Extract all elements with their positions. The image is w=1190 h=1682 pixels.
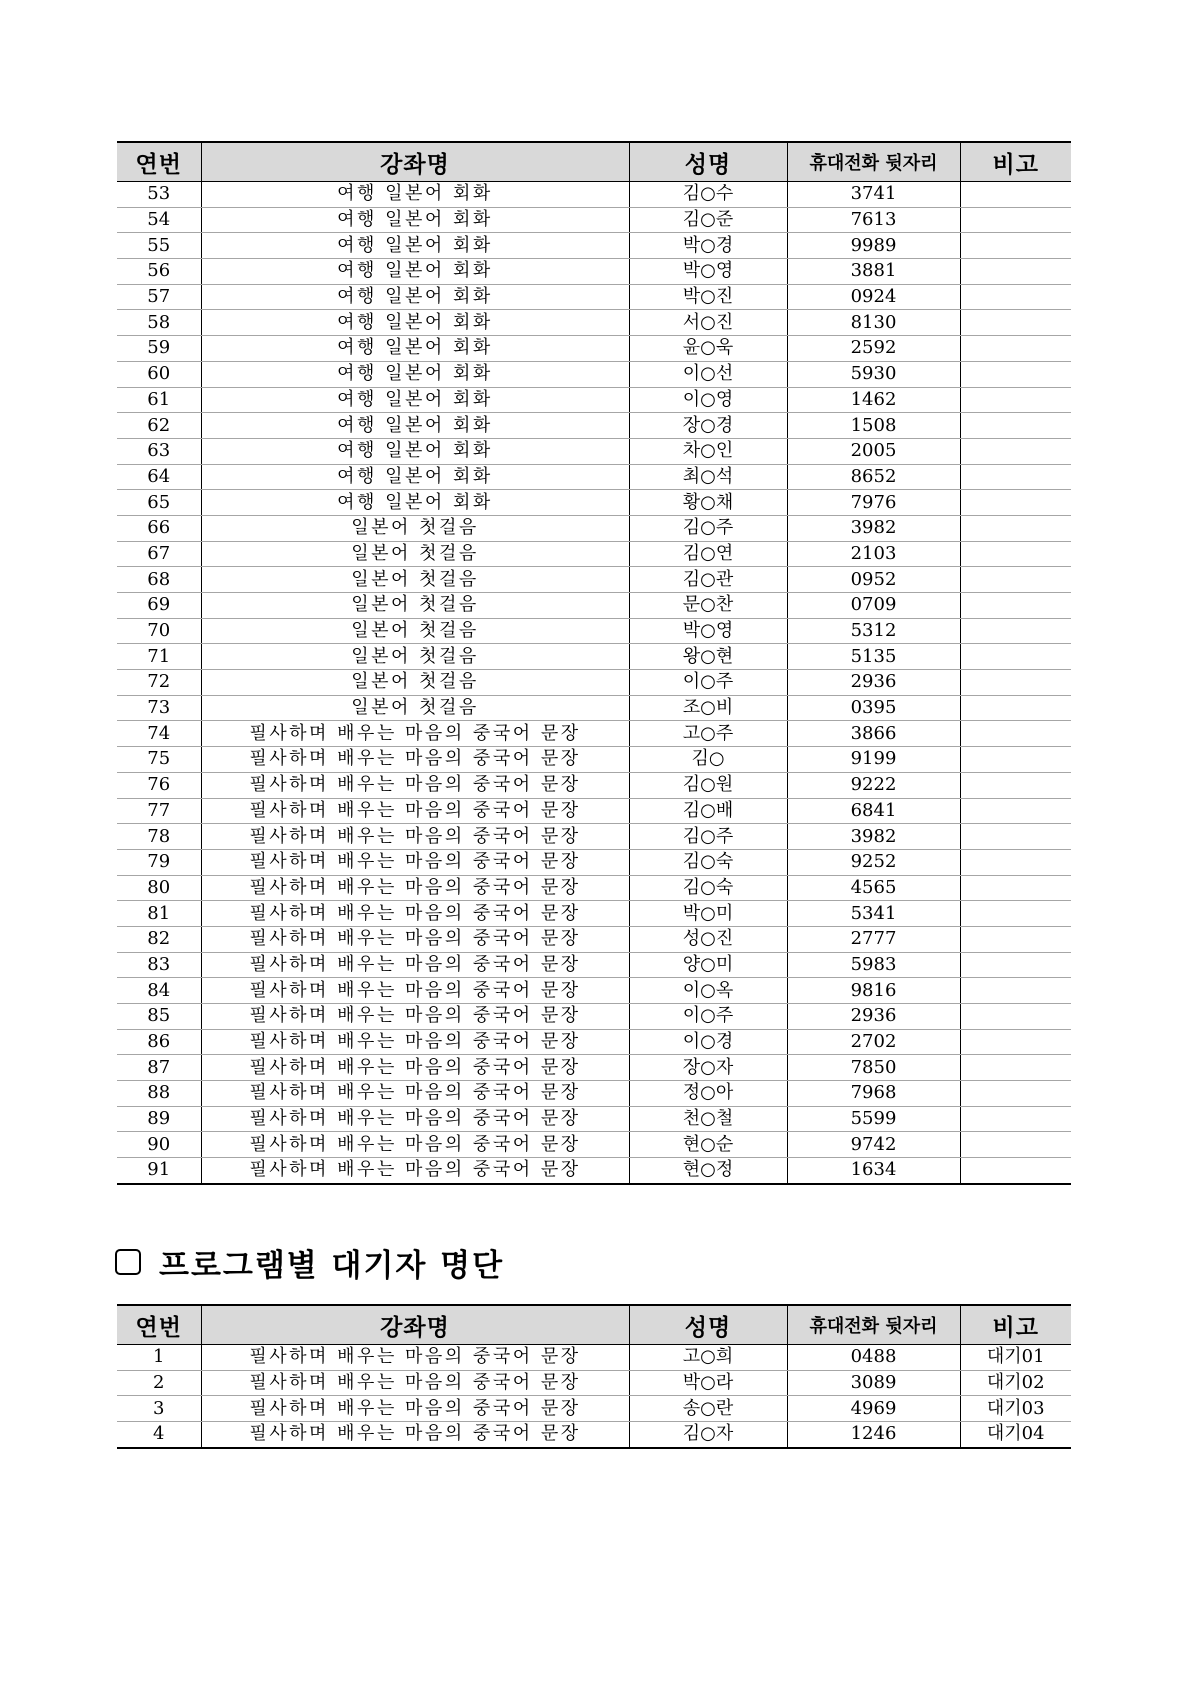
cell-name: 이○경 [629, 1029, 787, 1055]
cell-note [960, 926, 1071, 952]
cell-note [960, 721, 1071, 747]
cell-number: 60 [117, 361, 201, 387]
cell-course: 필사하며 배우는 마음의 중국어 문장 [201, 875, 629, 901]
header-number: 연번 [117, 142, 201, 182]
table-row [117, 849, 1071, 875]
cell-course: 필사하며 배우는 마음의 중국어 문장 [201, 721, 629, 747]
cell-course: 일본어 첫걸음 [201, 515, 629, 541]
table-row [117, 541, 1071, 567]
cell-number: 58 [117, 310, 201, 336]
cell-note [960, 849, 1071, 875]
table-row [117, 182, 1071, 208]
header-course: 강좌명 [201, 142, 629, 182]
cell-name: 현○순 [629, 1132, 787, 1158]
cell-note [960, 464, 1071, 490]
cell-number: 3 [117, 1396, 201, 1422]
cell-course: 여행 일본어 회화 [201, 233, 629, 259]
cell-phone: 3089 [787, 1370, 960, 1396]
table-row [117, 1106, 1071, 1132]
cell-name: 장○경 [629, 413, 787, 439]
table-row [117, 798, 1071, 824]
table-row [117, 413, 1071, 439]
table-row [117, 695, 1071, 721]
cell-name: 윤○욱 [629, 336, 787, 362]
cell-phone: 0709 [787, 593, 960, 619]
cell-name: 김○수 [629, 182, 787, 208]
cell-name: 이○옥 [629, 978, 787, 1004]
cell-note [960, 490, 1071, 516]
table-row [117, 875, 1071, 901]
cell-number: 84 [117, 978, 201, 1004]
cell-course: 필사하며 배우는 마음의 중국어 문장 [201, 901, 629, 927]
cell-phone: 7850 [787, 1055, 960, 1081]
cell-phone: 5135 [787, 644, 960, 670]
cell-phone: 0952 [787, 567, 960, 593]
checkbox-icon [115, 1249, 141, 1275]
cell-course: 필사하며 배우는 마음의 중국어 문장 [201, 772, 629, 798]
cell-course: 여행 일본어 회화 [201, 438, 629, 464]
cell-number: 90 [117, 1132, 201, 1158]
header-note: 비고 [960, 142, 1071, 182]
cell-phone: 0395 [787, 695, 960, 721]
table-row [117, 644, 1071, 670]
cell-number: 76 [117, 772, 201, 798]
cell-number: 1 [117, 1345, 201, 1371]
waitlist-heading [115, 1242, 504, 1282]
cell-note: 대기04 [960, 1422, 1071, 1448]
table-row [117, 438, 1071, 464]
header-number: 연번 [117, 1305, 201, 1345]
table-row [117, 1370, 1071, 1396]
cell-name: 김○숙 [629, 875, 787, 901]
cell-phone: 3866 [787, 721, 960, 747]
cell-phone: 2103 [787, 541, 960, 567]
cell-course: 일본어 첫걸음 [201, 670, 629, 696]
header-note: 비고 [960, 1305, 1071, 1345]
table-row [117, 567, 1071, 593]
table-row [117, 901, 1071, 927]
cell-phone: 9222 [787, 772, 960, 798]
cell-number: 54 [117, 207, 201, 233]
cell-course: 필사하며 배우는 마음의 중국어 문장 [201, 1029, 629, 1055]
cell-phone: 5341 [787, 901, 960, 927]
cell-name: 김○숙 [629, 849, 787, 875]
cell-name: 박○영 [629, 618, 787, 644]
cell-note [960, 952, 1071, 978]
cell-name: 성○진 [629, 926, 787, 952]
cell-number: 65 [117, 490, 201, 516]
cell-number: 53 [117, 182, 201, 208]
cell-phone: 2592 [787, 336, 960, 362]
cell-number: 89 [117, 1106, 201, 1132]
cell-name: 송○란 [629, 1396, 787, 1422]
waitlist-title: 프로그램별 대기자 명단 [159, 1247, 505, 1284]
cell-course: 필사하며 배우는 마음의 중국어 문장 [201, 1158, 629, 1184]
cell-note [960, 182, 1071, 208]
table-row [117, 515, 1071, 541]
cell-note [960, 1132, 1071, 1158]
cell-name: 김○관 [629, 567, 787, 593]
cell-phone: 2702 [787, 1029, 960, 1055]
cell-name: 장○자 [629, 1055, 787, 1081]
cell-course: 필사하며 배우는 마음의 중국어 문장 [201, 824, 629, 850]
cell-note [960, 336, 1071, 362]
cell-note [960, 747, 1071, 773]
cell-phone: 3982 [787, 515, 960, 541]
cell-number: 64 [117, 464, 201, 490]
cell-course: 필사하며 배우는 마음의 중국어 문장 [201, 1081, 629, 1107]
cell-name: 박○라 [629, 1370, 787, 1396]
cell-note [960, 618, 1071, 644]
cell-course: 일본어 첫걸음 [201, 644, 629, 670]
cell-name: 김○주 [629, 824, 787, 850]
cell-name: 김○연 [629, 541, 787, 567]
cell-note [960, 798, 1071, 824]
cell-number: 86 [117, 1029, 201, 1055]
cell-course: 필사하며 배우는 마음의 중국어 문장 [201, 1004, 629, 1030]
cell-phone: 2777 [787, 926, 960, 952]
cell-number: 59 [117, 336, 201, 362]
cell-note [960, 259, 1071, 285]
cell-phone: 1634 [787, 1158, 960, 1184]
cell-phone: 7976 [787, 490, 960, 516]
cell-note [960, 541, 1071, 567]
cell-number: 87 [117, 1055, 201, 1081]
cell-name: 황○채 [629, 490, 787, 516]
cell-number: 56 [117, 259, 201, 285]
cell-number: 71 [117, 644, 201, 670]
cell-name: 이○선 [629, 361, 787, 387]
cell-phone: 2936 [787, 670, 960, 696]
cell-name: 정○아 [629, 1081, 787, 1107]
cell-phone: 2936 [787, 1004, 960, 1030]
cell-course: 일본어 첫걸음 [201, 567, 629, 593]
cell-phone: 9742 [787, 1132, 960, 1158]
cell-note [960, 361, 1071, 387]
cell-note [960, 1004, 1071, 1030]
table-row [117, 259, 1071, 285]
cell-phone: 0924 [787, 284, 960, 310]
table-row [117, 464, 1071, 490]
cell-course: 필사하며 배우는 마음의 중국어 문장 [201, 849, 629, 875]
table-row [117, 1396, 1071, 1422]
cell-note [960, 875, 1071, 901]
cell-course: 일본어 첫걸음 [201, 695, 629, 721]
table-row [117, 747, 1071, 773]
table-header-row [117, 1305, 1071, 1345]
table-row [117, 1029, 1071, 1055]
cell-phone: 5983 [787, 952, 960, 978]
cell-note [960, 1158, 1071, 1184]
cell-note [960, 438, 1071, 464]
cell-phone: 9816 [787, 978, 960, 1004]
table-row [117, 772, 1071, 798]
cell-note [960, 387, 1071, 413]
cell-number: 61 [117, 387, 201, 413]
cell-note [960, 772, 1071, 798]
cell-note [960, 824, 1071, 850]
cell-note [960, 1081, 1071, 1107]
cell-name: 차○인 [629, 438, 787, 464]
cell-number: 83 [117, 952, 201, 978]
cell-course: 필사하며 배우는 마음의 중국어 문장 [201, 1345, 629, 1371]
cell-number: 75 [117, 747, 201, 773]
table-row [117, 490, 1071, 516]
table-row [117, 310, 1071, 336]
cell-number: 55 [117, 233, 201, 259]
table-row [117, 387, 1071, 413]
table-header-row [117, 142, 1071, 182]
cell-phone: 7613 [787, 207, 960, 233]
cell-number: 88 [117, 1081, 201, 1107]
cell-name: 문○찬 [629, 593, 787, 619]
cell-course: 여행 일본어 회화 [201, 336, 629, 362]
waitlist-table-body [117, 1345, 1071, 1448]
cell-course: 필사하며 배우는 마음의 중국어 문장 [201, 1106, 629, 1132]
table-row [117, 207, 1071, 233]
cell-name: 박○미 [629, 901, 787, 927]
cell-phone: 5930 [787, 361, 960, 387]
cell-note [960, 207, 1071, 233]
cell-number: 72 [117, 670, 201, 696]
cell-number: 70 [117, 618, 201, 644]
cell-name: 김○준 [629, 207, 787, 233]
table-row [117, 1158, 1071, 1184]
cell-note [960, 901, 1071, 927]
cell-note [960, 284, 1071, 310]
cell-course: 필사하며 배우는 마음의 중국어 문장 [201, 978, 629, 1004]
table-row [117, 978, 1071, 1004]
cell-name: 박○진 [629, 284, 787, 310]
table-row [117, 1132, 1071, 1158]
cell-course: 일본어 첫걸음 [201, 618, 629, 644]
cell-name: 왕○현 [629, 644, 787, 670]
cell-number: 63 [117, 438, 201, 464]
cell-course: 필사하며 배우는 마음의 중국어 문장 [201, 1055, 629, 1081]
cell-note [960, 670, 1071, 696]
cell-phone: 6841 [787, 798, 960, 824]
cell-name: 이○영 [629, 387, 787, 413]
cell-phone: 9989 [787, 233, 960, 259]
table-row [117, 1081, 1071, 1107]
enrollment-table [117, 141, 1071, 1185]
cell-note [960, 310, 1071, 336]
cell-number: 66 [117, 515, 201, 541]
cell-name: 김○ [629, 747, 787, 773]
cell-name: 이○주 [629, 1004, 787, 1030]
cell-name: 조○비 [629, 695, 787, 721]
cell-number: 78 [117, 824, 201, 850]
cell-name: 박○영 [629, 259, 787, 285]
cell-phone: 5599 [787, 1106, 960, 1132]
cell-phone: 3982 [787, 824, 960, 850]
cell-note [960, 978, 1071, 1004]
cell-number: 91 [117, 1158, 201, 1184]
cell-course: 일본어 첫걸음 [201, 541, 629, 567]
cell-number: 57 [117, 284, 201, 310]
cell-phone: 9252 [787, 849, 960, 875]
cell-name: 고○주 [629, 721, 787, 747]
table-row [117, 233, 1071, 259]
table-row [117, 593, 1071, 619]
table-row [117, 284, 1071, 310]
cell-phone: 9199 [787, 747, 960, 773]
cell-name: 김○원 [629, 772, 787, 798]
cell-course: 여행 일본어 회화 [201, 284, 629, 310]
cell-course: 필사하며 배우는 마음의 중국어 문장 [201, 1422, 629, 1448]
cell-course: 여행 일본어 회화 [201, 413, 629, 439]
cell-note [960, 593, 1071, 619]
cell-phone: 3881 [787, 259, 960, 285]
table-row [117, 824, 1071, 850]
cell-name: 김○배 [629, 798, 787, 824]
table-row [117, 952, 1071, 978]
cell-number: 74 [117, 721, 201, 747]
table-row [117, 1004, 1071, 1030]
cell-number: 68 [117, 567, 201, 593]
cell-note [960, 233, 1071, 259]
cell-course: 일본어 첫걸음 [201, 593, 629, 619]
table-row [117, 926, 1071, 952]
header-name: 성명 [629, 142, 787, 182]
cell-note [960, 644, 1071, 670]
cell-course: 필사하며 배우는 마음의 중국어 문장 [201, 1396, 629, 1422]
table-row [117, 361, 1071, 387]
cell-course: 필사하며 배우는 마음의 중국어 문장 [201, 798, 629, 824]
cell-phone: 0488 [787, 1345, 960, 1371]
waitlist-table [117, 1304, 1071, 1449]
cell-phone: 4969 [787, 1396, 960, 1422]
cell-number: 2 [117, 1370, 201, 1396]
cell-name: 김○자 [629, 1422, 787, 1448]
cell-phone: 1462 [787, 387, 960, 413]
cell-number: 73 [117, 695, 201, 721]
cell-phone: 1508 [787, 413, 960, 439]
cell-name: 김○주 [629, 515, 787, 541]
header-name: 성명 [629, 1305, 787, 1345]
cell-name: 최○석 [629, 464, 787, 490]
cell-note: 대기03 [960, 1396, 1071, 1422]
cell-name: 박○경 [629, 233, 787, 259]
cell-phone: 2005 [787, 438, 960, 464]
cell-phone: 3741 [787, 182, 960, 208]
cell-name: 이○주 [629, 670, 787, 696]
cell-note: 대기01 [960, 1345, 1071, 1371]
cell-phone: 5312 [787, 618, 960, 644]
cell-phone: 4565 [787, 875, 960, 901]
header-phone: 휴대전화 뒷자리 [787, 1305, 960, 1345]
cell-number: 80 [117, 875, 201, 901]
table-row [117, 670, 1071, 696]
cell-note [960, 1029, 1071, 1055]
table-row [117, 1055, 1071, 1081]
cell-note [960, 567, 1071, 593]
table-row [117, 336, 1071, 362]
cell-note [960, 695, 1071, 721]
header-phone: 휴대전화 뒷자리 [787, 142, 960, 182]
cell-phone: 8652 [787, 464, 960, 490]
cell-phone: 8130 [787, 310, 960, 336]
table-row [117, 721, 1071, 747]
cell-course: 여행 일본어 회화 [201, 387, 629, 413]
cell-note [960, 515, 1071, 541]
cell-course: 필사하며 배우는 마음의 중국어 문장 [201, 747, 629, 773]
table-row [117, 1422, 1071, 1448]
cell-name: 서○진 [629, 310, 787, 336]
cell-course: 필사하며 배우는 마음의 중국어 문장 [201, 1132, 629, 1158]
cell-name: 양○미 [629, 952, 787, 978]
cell-note [960, 1106, 1071, 1132]
cell-name: 고○희 [629, 1345, 787, 1371]
table-row [117, 618, 1071, 644]
cell-course: 필사하며 배우는 마음의 중국어 문장 [201, 1370, 629, 1396]
cell-number: 79 [117, 849, 201, 875]
cell-number: 69 [117, 593, 201, 619]
cell-course: 여행 일본어 회화 [201, 464, 629, 490]
cell-note [960, 1055, 1071, 1081]
cell-course: 필사하며 배우는 마음의 중국어 문장 [201, 926, 629, 952]
cell-course: 여행 일본어 회화 [201, 310, 629, 336]
cell-number: 85 [117, 1004, 201, 1030]
cell-name: 천○철 [629, 1106, 787, 1132]
cell-course: 여행 일본어 회화 [201, 182, 629, 208]
cell-number: 67 [117, 541, 201, 567]
header-course: 강좌명 [201, 1305, 629, 1345]
cell-phone: 1246 [787, 1422, 960, 1448]
cell-number: 77 [117, 798, 201, 824]
cell-course: 필사하며 배우는 마음의 중국어 문장 [201, 952, 629, 978]
table-row [117, 1345, 1071, 1371]
enrollment-table-body [117, 182, 1071, 1184]
cell-course: 여행 일본어 회화 [201, 361, 629, 387]
cell-course: 여행 일본어 회화 [201, 259, 629, 285]
cell-course: 여행 일본어 회화 [201, 207, 629, 233]
cell-number: 81 [117, 901, 201, 927]
cell-note [960, 413, 1071, 439]
cell-number: 4 [117, 1422, 201, 1448]
cell-number: 62 [117, 413, 201, 439]
cell-phone: 7968 [787, 1081, 960, 1107]
cell-note: 대기02 [960, 1370, 1071, 1396]
cell-number: 82 [117, 926, 201, 952]
cell-name: 현○정 [629, 1158, 787, 1184]
cell-course: 여행 일본어 회화 [201, 490, 629, 516]
